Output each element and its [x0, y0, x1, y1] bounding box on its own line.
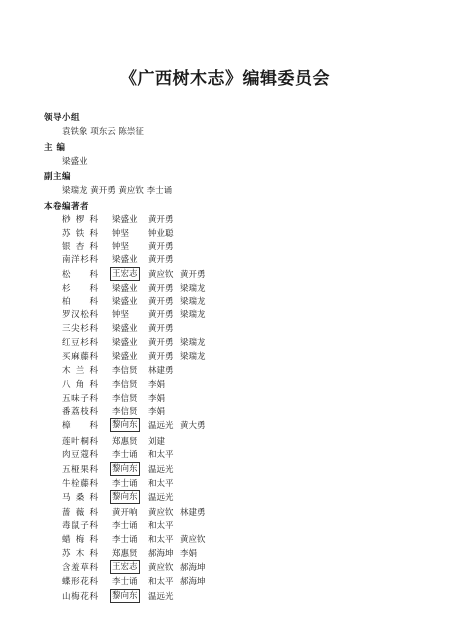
author-name: 梁盛业 — [112, 338, 138, 348]
author-name: 梁瑞龙 — [180, 310, 206, 320]
family-name: 南洋杉科 — [62, 255, 98, 265]
boxed-author-name: 黎向东 — [112, 420, 138, 430]
author-name: 梁盛业 — [112, 297, 138, 307]
author-name: 黄应钦 — [148, 508, 174, 518]
author-name: 李士诵 — [112, 577, 138, 587]
author-name: 黄开勇 — [148, 338, 174, 348]
author-name: 黄开勇 — [148, 310, 174, 320]
author-name: 黄开响 — [112, 508, 138, 518]
author-name: 郑惠贤 — [112, 437, 138, 447]
author-name: 和太平 — [148, 479, 174, 489]
family-name: 五桠果科 — [62, 465, 98, 475]
family-name: 樟科 — [62, 421, 98, 431]
author-name: 郝海坤 — [180, 563, 206, 573]
author-name: 梁盛业 — [112, 284, 138, 294]
author-name: 梁盛业 — [112, 215, 138, 225]
author-name: 李信贤 — [112, 380, 138, 390]
author-name: 温远光 — [148, 465, 174, 475]
family-name: 毒鼠子科 — [62, 521, 98, 531]
author-name: 黄应钦 — [148, 563, 174, 573]
author-name: 和太平 — [148, 577, 174, 587]
editor-in-chief-members: 梁盛业 — [62, 157, 88, 167]
author-name: 梁盛业 — [112, 324, 138, 334]
family-name: 银杏科 — [62, 242, 98, 252]
section-heading-deputy-editors: 副主编 — [44, 172, 72, 182]
author-name: 李信贤 — [112, 366, 138, 376]
section-heading-leading-group: 领导小组 — [44, 113, 81, 123]
leading-group-members: 袁铁象 项东云 陈崇征 — [62, 127, 144, 137]
author-name: 黄开勇 — [148, 215, 174, 225]
family-name: 五味子科 — [62, 394, 98, 404]
author-name: 黄开勇 — [148, 324, 174, 334]
family-name: 蜡梅科 — [62, 535, 98, 545]
author-name: 李娟 — [148, 407, 166, 417]
family-name: 莲叶桐科 — [62, 437, 98, 447]
author-name: 梁瑞龙 — [180, 352, 206, 362]
boxed-author-name: 王宏志 — [112, 562, 138, 572]
family-name: 番荔枝科 — [62, 407, 98, 417]
family-name: 桫椤科 — [62, 215, 98, 225]
author-name: 梁盛业 — [112, 255, 138, 265]
author-name: 黄开勇 — [148, 255, 174, 265]
author-name: 梁盛业 — [112, 352, 138, 362]
family-name: 含羞草科 — [62, 563, 98, 573]
author-name: 林建勇 — [180, 508, 206, 518]
author-name: 钟坚 — [112, 242, 130, 252]
author-name: 黄应钦 — [180, 535, 206, 545]
boxed-author-name: 黎向东 — [112, 464, 138, 474]
author-name: 李娟 — [148, 394, 166, 404]
family-name: 杉科 — [62, 284, 98, 294]
family-name: 蔷薇科 — [62, 508, 98, 518]
author-name: 李士诵 — [112, 450, 138, 460]
family-name: 山梅花科 — [62, 592, 98, 602]
family-name: 买麻藤科 — [62, 352, 98, 362]
family-name: 罗汉松科 — [62, 310, 98, 320]
author-name: 黄开勇 — [148, 297, 174, 307]
page-title: 《广西树木志》编辑委员会 — [120, 69, 330, 89]
author-name: 黄开勇 — [148, 352, 174, 362]
deputy-editors-members: 梁瑞龙 黄开勇 黄应钦 李士诵 — [62, 186, 173, 196]
author-name: 梁瑞龙 — [180, 297, 206, 307]
author-name: 梁瑞龙 — [180, 338, 206, 348]
author-name: 和太平 — [148, 450, 174, 460]
author-name: 林建勇 — [148, 366, 174, 376]
family-name: 牛栓藤科 — [62, 479, 98, 489]
author-name: 李士诵 — [112, 521, 138, 531]
author-name: 钟坚 — [112, 229, 130, 239]
family-name: 八角科 — [62, 380, 98, 390]
author-name: 温远光 — [148, 592, 174, 602]
boxed-author-name: 黎向东 — [112, 492, 138, 502]
author-name: 郑惠贤 — [112, 549, 138, 559]
family-name: 木兰科 — [62, 366, 98, 376]
author-name: 李娟 — [148, 380, 166, 390]
author-name: 钟坚 — [112, 310, 130, 320]
author-name: 和太平 — [148, 535, 174, 545]
author-name: 黄开勇 — [148, 242, 174, 252]
author-name: 李士诵 — [112, 479, 138, 489]
section-heading-volume-editors: 本卷编著者 — [44, 202, 90, 212]
family-name: 柏科 — [62, 297, 98, 307]
family-name: 马桑科 — [62, 493, 98, 503]
author-name: 郝海坤 — [180, 577, 206, 587]
author-name: 刘建 — [148, 437, 166, 447]
family-name: 苏铁科 — [62, 229, 98, 239]
author-name: 黄开勇 — [180, 270, 206, 280]
author-name: 李信贤 — [112, 407, 138, 417]
author-name: 郝海坤 — [148, 549, 174, 559]
family-name: 苏木科 — [62, 549, 98, 559]
author-name: 黄开勇 — [148, 284, 174, 294]
family-name: 松科 — [62, 270, 98, 280]
section-heading-editor-in-chief: 主 编 — [44, 143, 66, 153]
author-name: 梁瑞龙 — [180, 284, 206, 294]
author-name: 李士诵 — [112, 535, 138, 545]
author-name: 钟业聪 — [148, 229, 174, 239]
author-name: 温远光 — [148, 421, 174, 431]
boxed-author-name: 黎向东 — [112, 591, 138, 601]
author-name: 黄应钦 — [148, 270, 174, 280]
family-name: 三尖杉科 — [62, 324, 98, 334]
author-name: 温远光 — [148, 493, 174, 503]
family-name: 肉豆蔻科 — [62, 450, 98, 460]
boxed-author-name: 王宏志 — [112, 269, 138, 279]
author-name: 李信贤 — [112, 394, 138, 404]
family-name: 红豆杉科 — [62, 338, 98, 348]
author-name: 黄大勇 — [180, 421, 206, 431]
author-name: 和太平 — [148, 521, 174, 531]
family-name: 蝶形花科 — [62, 577, 98, 587]
author-name: 李娟 — [180, 549, 198, 559]
